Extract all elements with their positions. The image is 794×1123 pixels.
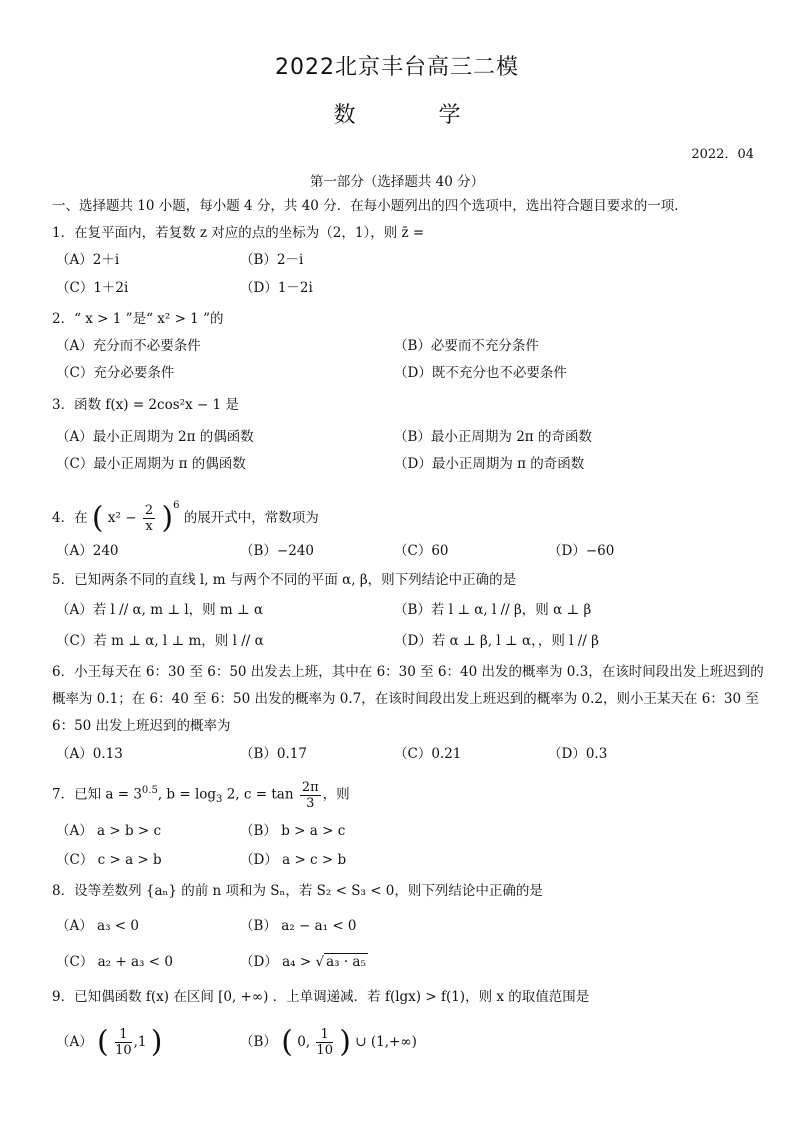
- q1-option-d[interactable]: （D）1－2i: [240, 280, 313, 296]
- q3-option-b[interactable]: （B）最小正周期为 2π 的奇函数: [394, 429, 592, 445]
- q4-frac-den: x: [145, 519, 153, 534]
- q4-left-paren: (: [91, 500, 104, 536]
- q7-stem-mid: , b = log: [157, 786, 217, 803]
- q7-option-d[interactable]: （D） a > c > b: [240, 852, 347, 868]
- q2-option-d[interactable]: （D）既不充分也不必要条件: [394, 365, 567, 381]
- q5-option-d[interactable]: （D）若 α ⊥ β, l ⊥ α，，则 l // β: [394, 633, 599, 649]
- q6-option-c[interactable]: （C）0.21: [394, 746, 462, 762]
- q3-option-d[interactable]: （D）最小正周期为 π 的奇函数: [394, 456, 585, 472]
- q2-option-c[interactable]: （C）充分必要条件: [56, 365, 175, 381]
- question-3-stem: 3．函数 f(x) = 2cos²x − 1 是: [52, 397, 239, 413]
- q9-a-fraction: [115, 1027, 132, 1058]
- q8-option-d-radicand: a₃ · a₅: [326, 954, 366, 970]
- q7-option-a[interactable]: （A） a > b > c: [56, 823, 162, 839]
- q1-option-b[interactable]: （B）2－i: [240, 252, 304, 268]
- q1-option-c[interactable]: （C）1＋2i: [56, 280, 129, 296]
- question-5-stem: 5．已知两条不同的直线 l, m 与两个不同的平面 α, β，则下列结论中正确的是: [52, 572, 517, 588]
- q9-b-left-paren: (: [281, 1024, 293, 1060]
- q4-option-a[interactable]: （A）240: [56, 543, 119, 559]
- q4-right-paren: ): [161, 500, 174, 536]
- q9-b-post: ∪ (1,+∞): [355, 1034, 417, 1050]
- q9-b-frac-num: 1: [316, 1027, 333, 1043]
- q9-b-pre: 0,: [297, 1034, 311, 1050]
- question-9-stem: 9．已知偶函数 f(x) 在区间 [0, +∞) ．上单调递减．若 f(lgx) > f(1)，则 x 的取值范围是: [52, 989, 590, 1005]
- q7-fraction: [300, 780, 321, 811]
- q7-log-base: 3: [216, 794, 223, 806]
- q9-b-fraction: [316, 1027, 333, 1058]
- q9-option-b-label: （B）: [240, 1034, 277, 1050]
- q9-option-b[interactable]: [240, 1022, 417, 1062]
- q6-option-a[interactable]: （A）0.13: [56, 746, 123, 762]
- q2-option-a[interactable]: （A）充分而不必要条件: [56, 338, 201, 354]
- q9-a-left-paren: (: [97, 1024, 109, 1060]
- q3-option-c[interactable]: （C）最小正周期为 π 的偶函数: [56, 456, 246, 472]
- question-6-stem-line-2: 概率为 0.1；在 6：40 至 6：50 出发的概率为 0.7，在该时间段出发上班迟到的概率为 0.2，则小王某天在 6：30 至: [52, 691, 759, 707]
- q9-a-frac-den: 10: [115, 1043, 132, 1058]
- question-7-stem: [52, 774, 350, 817]
- q4-option-c[interactable]: （C）60: [394, 543, 449, 559]
- q7-frac-num: 2π: [301, 779, 319, 795]
- q9-b-right-paren: ): [339, 1024, 351, 1060]
- q7-option-b[interactable]: （B） b > a > c: [240, 823, 346, 839]
- part-heading: 第一部分（选择题共 40 分）: [309, 174, 485, 190]
- question-6-stem-line-1: 6．小王每天在 6：30 至 6：50 出发去上班，其中在 6：30 至 6：40 出发的概率为 0.3，在该时间段出发上班迟到的: [52, 664, 764, 680]
- q8-option-d-pre: （D） a₄ >: [240, 954, 312, 970]
- question-6-stem-line-3: 6：50 出发上班迟到的概率为: [52, 718, 231, 734]
- q8-option-b[interactable]: （B） a₂ − a₁ < 0: [240, 918, 357, 934]
- q4-expr: x² −: [107, 510, 137, 526]
- q9-option-a-label: （A）: [56, 1034, 93, 1050]
- q6-option-d[interactable]: （D）0.3: [548, 746, 608, 762]
- question-4-stem: [52, 488, 319, 536]
- q8-option-c[interactable]: （C） a₂ + a₃ < 0: [56, 954, 173, 970]
- q7-exponent: 0.5: [141, 785, 158, 796]
- q4-power: 6: [173, 500, 180, 511]
- q9-a-right-paren: ): [150, 1024, 163, 1060]
- q4-stem-pre: 4．在: [52, 510, 88, 526]
- question-8-stem: 8．设等差数列 {aₙ} 的前 n 项和为 Sₙ，若 S₂ < S₃ < 0，则下列结论中正确的是: [52, 883, 543, 899]
- q7-stem-mid2: 2, c = tan: [222, 786, 294, 803]
- q8-option-a[interactable]: （A） a₃ < 0: [56, 918, 139, 934]
- q8-option-d[interactable]: [240, 953, 368, 971]
- subject-title: 数 学: [333, 103, 499, 128]
- q4-option-b[interactable]: （B）−240: [240, 543, 314, 559]
- q7-stem-pre: 7．已知 a = 3: [52, 786, 142, 803]
- q9-a-frac-num: 1: [115, 1027, 132, 1043]
- q7-stem-post: ，则: [322, 786, 350, 803]
- q9-a-post: ,1: [133, 1034, 147, 1050]
- q4-stem-post: 的展开式中，常数项为: [183, 510, 319, 526]
- q9-b-frac-den: 10: [316, 1043, 333, 1058]
- q1-option-a[interactable]: （A）2＋i: [56, 252, 120, 268]
- q5-option-b[interactable]: （B）若 l ⊥ α, l // β，则 α ⊥ β: [394, 602, 592, 618]
- q2-option-b[interactable]: （B）必要而不充分条件: [394, 338, 539, 354]
- q7-option-c[interactable]: （C） c > a > b: [56, 852, 162, 868]
- exam-date: 2022．04: [691, 147, 754, 162]
- q4-frac-num: 2: [144, 503, 154, 518]
- section-instructions: 一、选择题共 10 小题，每小题 4 分，共 40 分．在每小题列出的四个选项中，选出符合题目要求的一项．: [52, 198, 688, 214]
- q3-option-a[interactable]: （A）最小正周期为 2π 的偶函数: [56, 429, 254, 445]
- q5-option-a[interactable]: （A）若 l // α, m ⊥ l，则 m ⊥ α: [56, 602, 264, 618]
- q7-frac-den: 3: [306, 795, 315, 811]
- q6-option-b[interactable]: （B）0.17: [240, 746, 307, 762]
- q9-option-a[interactable]: [56, 1022, 163, 1062]
- q4-fraction: [143, 503, 155, 534]
- q5-option-c[interactable]: （C）若 m ⊥ α, l ⊥ m，则 l // α: [56, 633, 264, 649]
- sqrt-symbol: √: [315, 954, 325, 970]
- question-1-stem: 1．在复平面内，若复数 z 对应的点的坐标为（2，1），则 z̄ =: [52, 225, 425, 241]
- question-2-stem: 2．“ x > 1 ”是“ x² > 1 ”的: [52, 311, 224, 327]
- q4-option-d[interactable]: （D）−60: [548, 543, 615, 559]
- exam-title: 2022北京丰台高三二模: [275, 55, 519, 80]
